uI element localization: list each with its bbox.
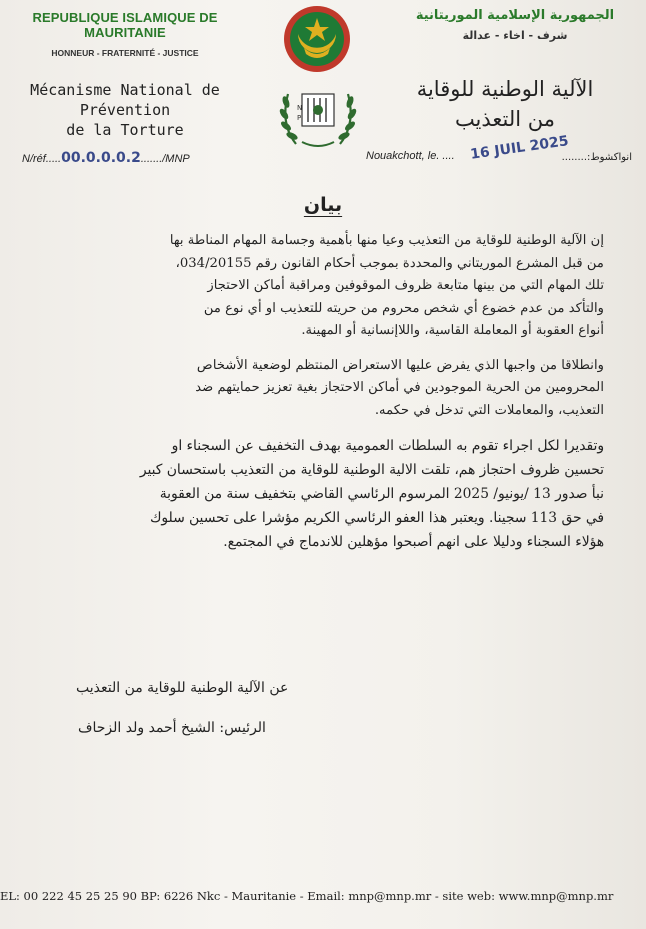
- signature-president: الرئيس: الشيخ أحمد ولد الزحاف: [78, 720, 266, 736]
- mechanism-name-fr: [14, 80, 236, 140]
- paragraph-line: تحسين ظروف احتجاز هم، تلقت الالية الوطنية للوقاية من التعذيب باستحسان كبير: [139, 462, 604, 478]
- document-title: بيان: [303, 194, 343, 216]
- paragraph-line: من قبل المشرع الموريتاني والمحددة بموجب أحكام القانون رقم 034/20155،: [175, 255, 604, 271]
- place-ar: انواكشوط:........: [561, 152, 632, 163]
- paragraph-line: إن الآلية الوطنية للوقاية من التعذيب وعيا منها بأهمية وجسامة المهام المناطة بها: [169, 233, 604, 248]
- place-fr: Nouakchott, le. ....: [366, 150, 455, 162]
- footer-contact: EL: 00 222 45 25 25 90 BP: 6226 Nkc - Mauritanie - Email: mnp@mnp.mr - site web: www.mnp@mnp.mr: [0, 889, 614, 903]
- paragraph-1: [56, 230, 604, 343]
- paragraph-line: أنواع العقوبة أو المعاملة القاسية، واللاإنسانية أو المهينة.: [301, 323, 604, 338]
- mechanism-ar-line1: الآلية الوطنية للوقاية: [416, 77, 594, 101]
- paragraph-line: هؤلاء السجناء ودليلا على انهم أصبحوا مؤهلين للاندماج في المجتمع.: [223, 534, 604, 550]
- mnp-logo-icon: [276, 80, 360, 150]
- paragraph-line: نبأ صدور 13 /يونيو/ 2025 المرسوم الرئاسي القاضي بتخفيف سنة من العقوبة: [159, 486, 604, 502]
- date-stamp-handwritten: 16 JUIL 2025: [469, 133, 570, 163]
- reference-prefix: N/réf.....: [22, 153, 62, 165]
- paragraph-line: تلك المهام التي من بينها متابعة ظروف الموقوفين ومراقبة أماكن الاحتجاز: [207, 278, 604, 293]
- mechanism-ar-line2: من التعذيب: [454, 107, 556, 131]
- statement-body: [56, 230, 604, 566]
- country-name-fr: REPUBLIQUE ISLAMIQUE DE MAURITANIE: [32, 10, 218, 40]
- country-name-ar: الجمهورية الإسلامية الموريتانية: [415, 8, 615, 23]
- paragraph-2: [56, 355, 604, 423]
- paragraph-line: وانطلاقا من واجبها الذي يفرض عليها الاستعراض المنتظم لوضعية الأشخاص: [196, 357, 604, 373]
- mechanism-name-ar: [390, 74, 620, 134]
- svg-text:P: P: [297, 114, 302, 122]
- paragraph-3: [56, 434, 604, 554]
- svg-text:N: N: [297, 104, 303, 112]
- paragraph-line: المحرومين من الحرية الموجودين في أماكن الاحتجاز بغية تعزيز حمايتهم ضد: [195, 380, 604, 395]
- header-arabic: [400, 8, 630, 42]
- paragraph-line: في حق 113 سجينا. ويعتبر هذا العفو الرئاسي الكريم مؤشرا على تحسين سلوك: [150, 510, 604, 526]
- motto-fr: HONNEUR - FRATERNITÉ - JUSTICE: [51, 48, 199, 58]
- mechanism-fr-line2: de la Torture: [66, 121, 184, 139]
- motto-ar: شرف - اخاء - عدالة: [462, 29, 568, 42]
- header-french: [14, 10, 236, 58]
- reference-number-handwritten: 00.0.0.0.2: [61, 150, 141, 166]
- paragraph-line: وتقديرا لكل اجراء تقوم به السلطات العمومية بهدف التخفيف عن السجناء او: [171, 438, 604, 454]
- paragraph-line: والتأكد من عدم خضوع أي شخص محروم من حريته للتعذيب او أي نوع من: [203, 300, 604, 316]
- paragraph-line: التعذيب، والمعاملات التي تدخل في حكمه.: [374, 402, 604, 418]
- national-emblem-icon: [282, 4, 352, 74]
- reference-suffix: ......./MNP: [140, 153, 190, 165]
- reference-number: [22, 150, 190, 166]
- mechanism-fr-line1: Mécanisme National de Prévention: [30, 81, 220, 119]
- signature-org: عن الآلية الوطنية للوقاية من التعذيب: [76, 680, 289, 696]
